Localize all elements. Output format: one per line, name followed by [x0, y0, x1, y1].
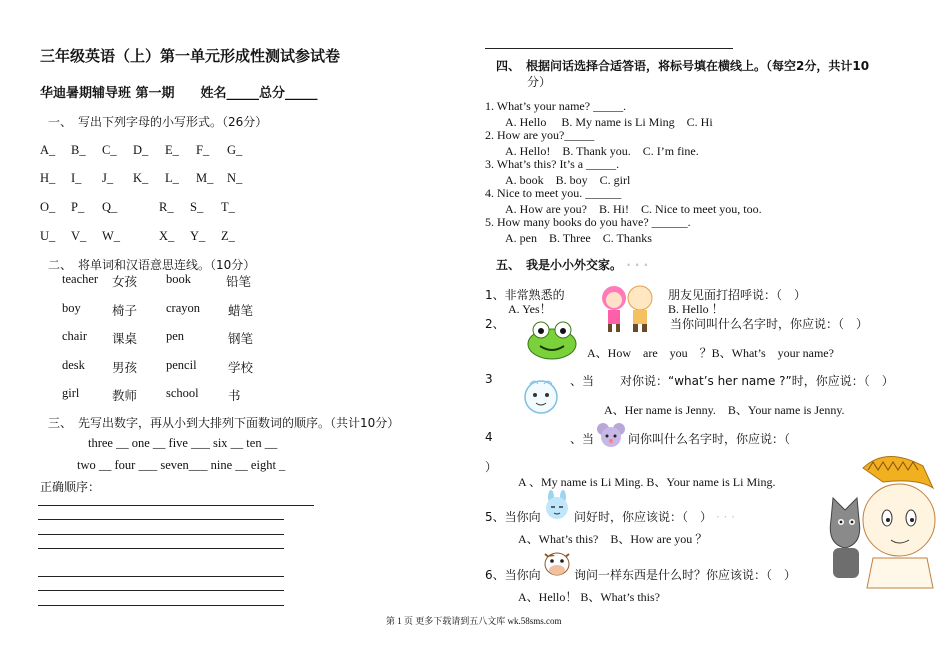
- chinese-meaning[interactable]: 男孩: [112, 360, 138, 375]
- section-1-heading: 一、 写出下列字母的小写形式。（26分）: [48, 115, 268, 129]
- english-word[interactable]: pen: [166, 329, 185, 343]
- q4-options: A 、My name is Li Ming. B、Your name is Li Ming.: [518, 475, 776, 489]
- faint-dots: · · ·: [712, 510, 735, 524]
- english-word[interactable]: pencil: [166, 358, 197, 372]
- letter-blank[interactable]: P_: [71, 200, 85, 214]
- q1-text-b: 朋友见面打招呼说：（ ）: [668, 288, 807, 302]
- letter-blank[interactable]: F_: [196, 143, 210, 157]
- q1-option-a: A. Yes！: [508, 302, 552, 316]
- cow-icon: [541, 548, 573, 578]
- q5-text-b: 问好时，你应该说：（ ） · · ·: [574, 510, 735, 524]
- q4-number: 4: [485, 430, 493, 444]
- q1-option-b: B. Hello ！: [668, 302, 724, 316]
- q3-text-a: 、当: [570, 374, 595, 388]
- letter-blank[interactable]: W_: [102, 229, 121, 243]
- q3-options: A、Her name is Jenny. B、Your name is Jenny.: [604, 403, 845, 417]
- frog-icon: [526, 320, 578, 360]
- letter-blank[interactable]: T_: [221, 200, 235, 214]
- section-3-heading: 三、 先写出数字，再从小到大排列下面数词的顺序。（共计10分）: [48, 416, 400, 430]
- number-words-line-1: three __ one __ five ___ six __ ten __: [88, 436, 278, 450]
- page-title: 三年级英语（上）第一单元形成性测试参试卷: [40, 47, 341, 65]
- letter-blank[interactable]: R_: [159, 200, 174, 214]
- letter-blank[interactable]: C_: [102, 143, 117, 157]
- letter-blank[interactable]: Q_: [102, 200, 118, 214]
- q5-text-a: 5、当你向: [485, 510, 541, 524]
- chinese-meaning[interactable]: 铅笔: [226, 274, 252, 289]
- q4-text-b: 问你叫什么名字时，你应说：（: [628, 432, 791, 446]
- mouse-icon: [597, 422, 625, 448]
- answer-line[interactable]: [38, 534, 284, 535]
- q2-text: 当你问叫什么名字时，你应说：（ ）: [670, 317, 869, 331]
- letter-blank[interactable]: E_: [165, 143, 179, 157]
- question-text: 3. What’s this? It’s a _____.: [485, 157, 620, 171]
- letter-blank[interactable]: K_: [133, 171, 149, 185]
- q6-options: A、Hello！ B、What’s this?: [518, 590, 660, 604]
- chinese-meaning[interactable]: 教师: [112, 388, 138, 403]
- chinese-meaning[interactable]: 椅子: [112, 303, 138, 318]
- answer-options: A. Hello B. My name is Li Ming C. Hi: [505, 115, 713, 129]
- cartoon-sheep-wolf-illustration: [823, 448, 950, 591]
- question-text: 1. What’s your name? _____.: [485, 99, 627, 113]
- english-word[interactable]: teacher: [62, 272, 99, 286]
- section-4-heading: 四、 根据问话选择合适答语，将标号填在横线上。（每空2分，共计10: [496, 59, 870, 73]
- letter-blank[interactable]: U_: [40, 229, 56, 243]
- q3-number: 3: [485, 372, 493, 386]
- letter-blank[interactable]: B_: [71, 143, 86, 157]
- letter-blank[interactable]: X_: [159, 229, 175, 243]
- letter-blank[interactable]: A_: [40, 143, 56, 157]
- class-name-line: 华迪暑期辅导班 第一期 姓名_____总分_____: [40, 86, 318, 101]
- letter-blank[interactable]: D_: [133, 143, 149, 157]
- letter-blank[interactable]: H_: [40, 171, 56, 185]
- letter-blank[interactable]: Y_: [190, 229, 206, 243]
- question-text: 2. How are you?_____: [485, 128, 595, 142]
- english-word[interactable]: school: [166, 386, 199, 400]
- letter-blank[interactable]: Z_: [221, 229, 235, 243]
- chinese-meaning[interactable]: 钢笔: [228, 331, 254, 346]
- answer-label: 正确顺序：: [40, 480, 101, 494]
- question-text: 4. Nice to meet you. ______: [485, 186, 622, 200]
- question-text: 5. How many books do you have? ______.: [485, 215, 691, 229]
- answer-options: A. How are you? B. Hi! C. Nice to meet you, too.: [505, 202, 762, 216]
- english-word[interactable]: book: [166, 272, 191, 286]
- english-word[interactable]: girl: [62, 386, 80, 400]
- bunny-icon: [542, 490, 572, 520]
- letter-blank[interactable]: V_: [71, 229, 87, 243]
- two-kids-illustration: [596, 280, 662, 336]
- page-footer: 第 1 页 更多下载请到五八文库 wk.58sms.com: [386, 616, 562, 626]
- section-5-heading: 五、 我是小小外交家。 · · ·: [496, 258, 649, 272]
- answer-options: A. pen B. Three C. Thanks: [505, 231, 652, 245]
- answer-line[interactable]: [38, 590, 284, 591]
- q4-text-a: 、当: [570, 432, 595, 446]
- letter-blank[interactable]: S_: [190, 200, 204, 214]
- q6-text-a: 6、当你向: [485, 568, 541, 582]
- answer-options: A. Hello! B. Thank you. C. I’m fine.: [505, 144, 699, 158]
- section-2-heading: 二、 将单词和汉语意思连线。（10分）: [48, 258, 256, 272]
- letter-blank[interactable]: I_: [71, 171, 82, 185]
- letter-blank[interactable]: J_: [102, 171, 114, 185]
- letter-blank[interactable]: N_: [227, 171, 243, 185]
- section-4-heading-cont: 分）: [527, 75, 552, 89]
- cartoon-character-icon: [520, 376, 562, 418]
- q6-text-b: 询问一样东西是什么时？你应该说：（ ）: [574, 568, 797, 582]
- answer-options: A. book B. boy C. girl: [505, 173, 631, 187]
- q2-options: A、How are you ？B、What’s your name?: [587, 346, 834, 360]
- answer-line[interactable]: [38, 519, 284, 520]
- english-word[interactable]: chair: [62, 329, 87, 343]
- number-words-line-2: two __ four ___ seven___ nine __ eight _: [77, 458, 286, 472]
- letter-blank[interactable]: O_: [40, 200, 56, 214]
- chinese-meaning[interactable]: 课桌: [112, 331, 138, 346]
- letter-blank[interactable]: M_: [196, 171, 214, 185]
- chinese-meaning[interactable]: 学校: [228, 360, 254, 375]
- letter-blank[interactable]: L_: [165, 171, 179, 185]
- chinese-meaning[interactable]: 女孩: [112, 274, 138, 289]
- q4-text-c: ）: [485, 460, 498, 474]
- header-rule: [485, 48, 733, 49]
- english-word[interactable]: boy: [62, 301, 81, 315]
- faint-dots: · · ·: [622, 258, 649, 272]
- answer-line[interactable]: [38, 505, 314, 506]
- letter-blank[interactable]: G_: [227, 143, 243, 157]
- answer-line[interactable]: [38, 576, 284, 577]
- answer-line[interactable]: [38, 548, 284, 549]
- q1-text-a: 1、非常熟悉的: [485, 288, 565, 302]
- q5-options: A、What’s this? B、How are you ？: [518, 532, 708, 546]
- chinese-meaning[interactable]: 蜡笔: [228, 303, 254, 318]
- english-word[interactable]: desk: [62, 358, 85, 372]
- answer-line[interactable]: [38, 605, 284, 606]
- q2-number: 2、: [485, 317, 505, 331]
- english-word[interactable]: crayon: [166, 301, 201, 315]
- chinese-meaning[interactable]: 书: [228, 388, 241, 403]
- q3-text-b: 对你说：“what’s her name ?”时，你应说：（ ）: [620, 374, 894, 388]
